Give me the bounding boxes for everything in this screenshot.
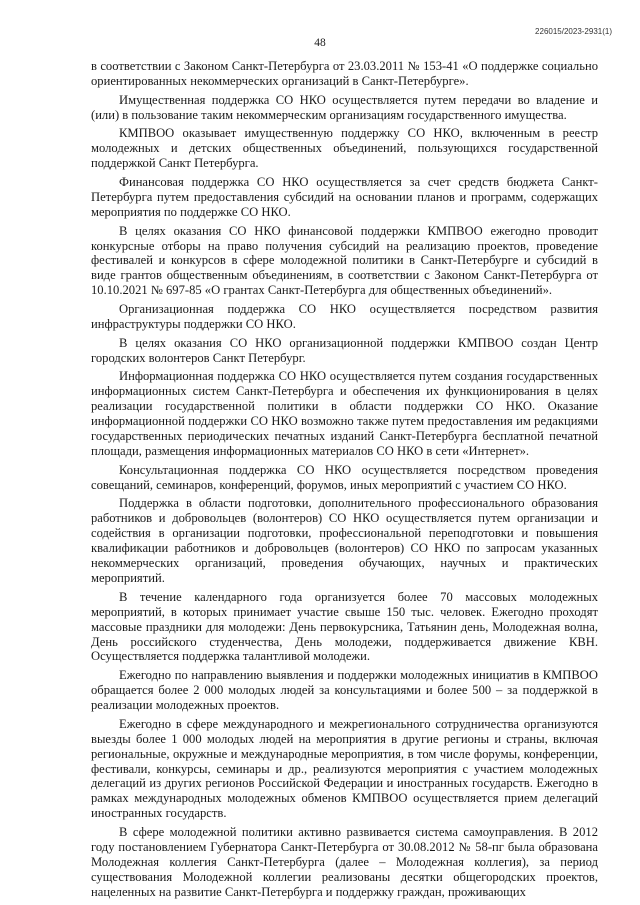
paragraph: Консультационная поддержка СО НКО осуществляется посредством проведения совещаний, семинаров, конференций, форумов, иных мероприятий с участием СО НКО. xyxy=(91,462,598,492)
paragraph: Ежегодно по направлению выявления и поддержки молодежных инициатив в КМПВОО обращается более 2 000 молодых людей за консультациями и более 500 – за поддержкой в реализации молодежных проектов. xyxy=(91,668,598,713)
paragraph: Ежегодно в сфере международного и межрегионального сотрудничества организуются выезды более 1 000 молодых людей на мероприятия в другие регионы и страны, включая региональные, окружные и международные мероприятия, в том числе форумы, конференции, фестивали, конкурсы, семинары и др., реализуются мероприятия с участием молодежных делегаций из других регионов Российской Федерации и иностранных государств. Ежегодно в рамках международных молодежных обменов КМПВОО осуществляется прием делегаций иностранных государств. xyxy=(91,716,598,821)
paragraph: в соответствии с Законом Санкт-Петербурга от 23.03.2011 № 153-41 «О поддержке социально ориентированных некоммерческих организаций в Санкт-Петербурге». xyxy=(91,59,598,88)
page-body xyxy=(91,59,598,904)
paragraph: Информационная поддержка СО НКО осуществляется путем создания государственных информационных систем Санкт-Петербурга и обеспечения их функционирования в целях реализации государственной политики в области поддержки СО НКО. Оказание информационной поддержки СО НКО возможно также путем предоставления им редакциями государственных периодических печатных изданий Санкт-Петербурга бесплатной печатной площади, размещения информационных материалов СО НКО в сети «Интернет». xyxy=(91,369,598,458)
paragraph: В течение календарного года организуется более 70 массовых молодежных мероприятий, в которых принимает участие свыше 150 тыс. человек. Ежегодно проходят массовые праздники для молодежи: День первокурсника, Татьянин день, Молодежная волна, День российского студенчества, День молодежи, поддерживается движение КВН. Осуществляется поддержка талантливой молодежи. xyxy=(91,589,598,664)
paragraph: В целях оказания СО НКО организационной поддержки КМПВОО создан Центр городских волонтеров Санкт Петербург. xyxy=(91,335,598,365)
page-number: 48 xyxy=(314,37,326,49)
paragraph: КМПВОО оказывает имущественную поддержку СО НКО, включенным в реестр молодежных и детских общественных объединений, пользующихся государственной поддержкой Санкт Петербурга. xyxy=(91,126,598,171)
paragraph: В сфере молодежной политики активно развивается система самоуправления. В 2012 году постановлением Губернатора Санкт-Петербурга от 30.08.2012 № 58-пг была образована Молодежная коллегия Санкт-Петербурга (далее – Молодежная коллегия), за период существования Молодежной коллегии реализованы десятки общегородских проектов, нацеленных на развитие Санкт-Петербурга и поддержку граждан, проживающих xyxy=(91,825,598,899)
paragraph: Поддержка в области подготовки, дополнительного профессионального образования работников и добровольцев (волонтеров) СО НКО осуществляется путем организации и содействия в организации подготовки, профессиональной переподготовки и повышения квалификации работников и добровольцев (волонтеров) СО НКО по запросам указанных некоммерческих организаций, проведения обучающих, научных и практических мероприятий. xyxy=(91,496,598,586)
paragraph: Имущественная поддержка СО НКО осуществляется путем передачи во владение и (или) в пользование таким некоммерческим организациям государственного имущества. xyxy=(91,92,598,122)
paragraph: Организационная поддержка СО НКО осуществляется посредством развития инфраструктуры поддержки СО НКО. xyxy=(91,302,598,331)
paragraph: В целях оказания СО НКО финансовой поддержки КМПВОО ежегодно проводит конкурсные отборы на право получения субсидий на реализацию проектов, проведение фестивалей и конкурсов в сфере молодежной политики в Санкт-Петербурге и субсидий в виде грантов общественным объединениям, в соответствии с Законом Санкт-Петербурга от 10.10.2021 № 697-85 «О грантах Санкт-Петербурга для общественных объединений». xyxy=(91,223,598,298)
paragraph: Финансовая поддержка СО НКО осуществляется за счет средств бюджета Санкт-Петербурга путем предоставления субсидий на основании планов и программ, содержащих мероприятия по поддержке СО НКО. xyxy=(91,175,598,219)
document-number: 226015/2023-2931(1) xyxy=(535,27,612,36)
